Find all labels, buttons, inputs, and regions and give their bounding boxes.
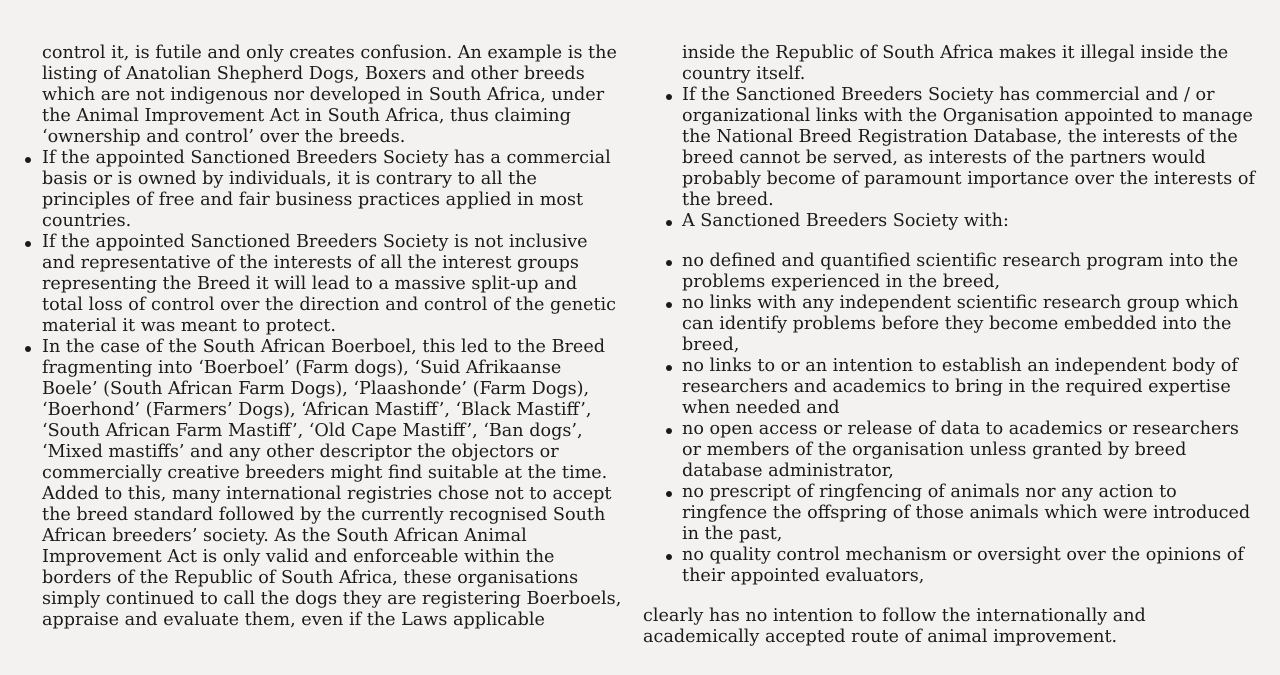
list-item-text: no open access or release of data to academics or researchers or members of the organisation unless granted by breed database administrator, [682, 419, 1239, 481]
left-bullet-list [42, 148, 622, 631]
left-column [42, 43, 622, 631]
list-item-text: no defined and quantified scientific research program into the problems experienced in the breed, [682, 251, 1239, 292]
criteria-bullet-list [643, 251, 1263, 587]
list-item-text: In the case of the South African Boerboel, this led to the Breed fragmenting into ‘Boerboel’ (Farm dogs), ‘Suid Afrikaanse Boele’ (South African Farm Dogs), ‘Plaashonde’ (Farm Dogs), ‘Boerhond’ (Farmers’ Dogs), ‘African Mastiff’, ‘Black Mastiff’, ‘South African Farm Mastiff’, ‘Old Cape Mastiff’, ‘Ban dogs’, ‘Mixed mastiffs’ and any other descriptor the objectors or commercially creative breeders might find suitable at the time. Added to this, many international registries chose not to accept the breed standard followed by the currently recognised South African breeders’ society. As the South African Animal Improvement Act is only valid and enforceable within the borders of the Republic of South Africa, these organisations simply continued to call the dogs they are registering Boerboels, appraise and evaluate them, even if the Laws applicable [42, 337, 622, 630]
bullet-dot [25, 157, 31, 163]
list-item [42, 148, 622, 232]
list-item [42, 337, 622, 631]
right-bullet-list [643, 85, 1263, 232]
list-spacer [643, 587, 1263, 606]
bullet-dot [25, 241, 31, 247]
list-spacer [643, 232, 1263, 251]
bullet-dot [666, 302, 672, 308]
list-item [643, 545, 1263, 587]
list-item [643, 211, 1263, 232]
list-item-text: no links with any independent scientific research group which can identify problems before they become embedded into the breed, [682, 293, 1239, 355]
list-item [643, 293, 1263, 356]
list-item [643, 356, 1263, 419]
list-item [643, 251, 1263, 293]
list-item [42, 232, 622, 337]
list-item-text: If the appointed Sanctioned Breeders Society is not inclusive and representative of the interests of all the interest groups representing the Breed it will lead to a massive split-up and total loss of control over the direction and control of the genetic material it was meant to protect. [42, 232, 617, 336]
left-continuation-paragraph: control it, is futile and only creates confusion. An example is the listing of Anatolian Shepherd Dogs, Boxers and other breeds which are not indigenous nor developed in South Africa, under the Animal Improvement Act in South Africa, thus claiming ‘ownership and control’ over the breeds. [42, 43, 617, 147]
list-item-text: If the Sanctioned Breeders Society has commercial and / or organizational links with the Organisation appointed to manage the National Breed Registration Database, the interests of the breed cannot be served, as interests of the partners would probably become of paramount importance over the interests of the breed. [682, 85, 1255, 210]
list-item-text: A Sanctioned Breeders Society with: [682, 211, 1009, 231]
right-continuation-paragraph: inside the Republic of South Africa makes it illegal inside the country itself. [682, 43, 1229, 84]
bullet-dot [666, 428, 672, 434]
bullet-dot [666, 220, 672, 226]
list-item [643, 419, 1263, 482]
bullet-dot [666, 554, 672, 560]
bullet-dot [666, 94, 672, 100]
bullet-dot [666, 491, 672, 497]
closing-paragraph: clearly has no intention to follow the internationally and academically accepted route of animal improvement. [643, 606, 1146, 647]
bullet-dot [666, 365, 672, 371]
bullet-dot [25, 346, 31, 352]
list-item [643, 85, 1263, 211]
list-item-text: no quality control mechanism or oversight over the opinions of their appointed evaluators, [682, 545, 1244, 586]
right-column [643, 43, 1263, 648]
list-item-text: If the appointed Sanctioned Breeders Society has a commercial basis or is owned by individuals, it is contrary to all the principles of free and fair business practices applied in most countries. [42, 148, 611, 231]
bullet-dot [666, 260, 672, 266]
list-item-text: no prescript of ringfencing of animals nor any action to ringfence the offspring of those animals which were introduced in the past, [682, 482, 1251, 544]
list-item [643, 482, 1263, 545]
list-item-text: no links to or an intention to establish an independent body of researchers and academics to bring in the required expertise when needed and [682, 356, 1238, 418]
